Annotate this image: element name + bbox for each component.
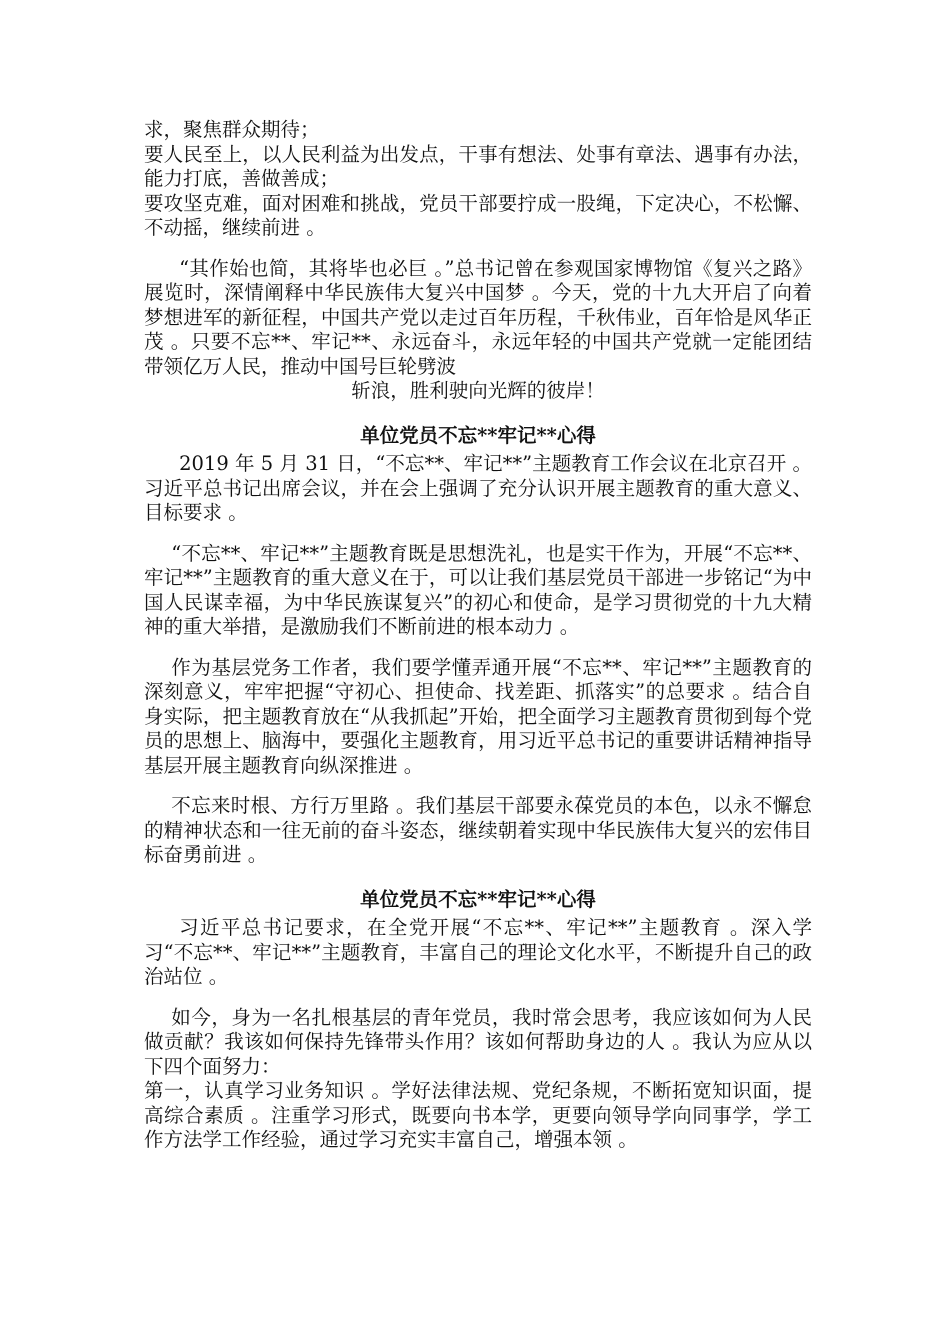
section-2-paragraph-1: 习近平总书记要求，在全党开展“不忘**、牢记**”主题教育 。深入学习“不忘**、牢记**”主题教育，丰富自己的理论文化水平，不断提升自己的政治站位 。 — [144, 916, 812, 988]
section-1-paragraph-4: 不忘来时根、方行万里路 。我们基层干部要永葆党员的本色，以永不懈怠的精神状态和一往无前的奋斗姿态，继续朝着实现中华民族伟大复兴的宏伟目标奋勇前进 。 — [144, 794, 812, 866]
section-2-paragraph-2: 如今，身为一名扎根基层的青年党员，我时常会思考，我应该如何为人民做贡献？我该如何保持先锋带头作用？该如何帮助身边的人 。我认为应从以下四个面努力： — [144, 1005, 812, 1078]
intro-paragraph-end: 斩浪，胜利驶向光辉的彼岸！ — [351, 379, 605, 402]
intro-paragraph: “其作始也简，其将毕也必巨 。”总书记曾在参观国家博物馆《复兴之路》展览时，深情阐释中华民族伟大复兴中国梦 。今天，党的十九大开启了向着梦想进军的新征程，中国共产党以走过百年历程，千秋伟业，百年恰是风华正茂 。只要不忘**、牢记**、永远奋斗，永远年轻的中国共产党就一定能团结带领亿万人民，推动中国号巨轮劈波 — [144, 256, 812, 378]
section-1-paragraph-2: “不忘**、牢记**”主题教育既是思想洗礼，也是实干作为，开展“不忘**、牢记**”主题教育的重大意义在于，可以让我们基层党员干部进一步铭记“为中国人民谋幸福，为中华民族谋复兴”的初心和使命，是学习贯彻党的十九大精神的重大举措，是激励我们不断前进的根本动力 。 — [144, 541, 812, 638]
section-1-paragraph-1: 2019 年 5 月 31 日，“不忘**、牢记**”主题教育工作会议在北京召开 。习近平总书记出席会议，并在会上强调了充分认识开展主题教育的重大意义、目标要求 。 — [144, 452, 812, 524]
intro-line-2: 要人民至上，以人民利益为出发点，干事有想法、处事有章法、遇事有办法，能力打底，善做善成； — [144, 142, 812, 190]
section-2-paragraph-3: 第一，认真学习业务知识 。学好法律法规、党纪条规，不断拓宽知识面，提高综合素质 。注重学习形式，既要向书本学，更要向领导学向同事学，学工作方法学工作经验，通过学习充实丰富自己，增强本领 。 — [144, 1079, 812, 1151]
section-1-heading: 单位党员不忘**牢记**心得 — [360, 423, 596, 447]
section-1-paragraph-3: 作为基层党务工作者，我们要学懂弄通开展“不忘**、牢记**”主题教育的深刻意义，牢牢把握“守初心、担使命、找差距、抓落实”的总要求 。结合自身实际，把主题教育放在“从我抓起”开始，把全面学习主题教育贯彻到每个党员的思想上、脑海中，要强化主题教育，用习近平总书记的重要讲话精神指导基层开展主题教育向纵深推进 。 — [144, 655, 812, 777]
intro-line-1: 求，聚焦群众期待； — [144, 118, 320, 141]
intro-line-3: 要攻坚克难，面对困难和挑战，党员干部要拧成一股绳，下定决心，不松懈、不动摇，继续前进 。 — [144, 191, 812, 239]
document-page — [144, 118, 812, 1153]
section-2-heading: 单位党员不忘**牢记**心得 — [360, 887, 596, 911]
